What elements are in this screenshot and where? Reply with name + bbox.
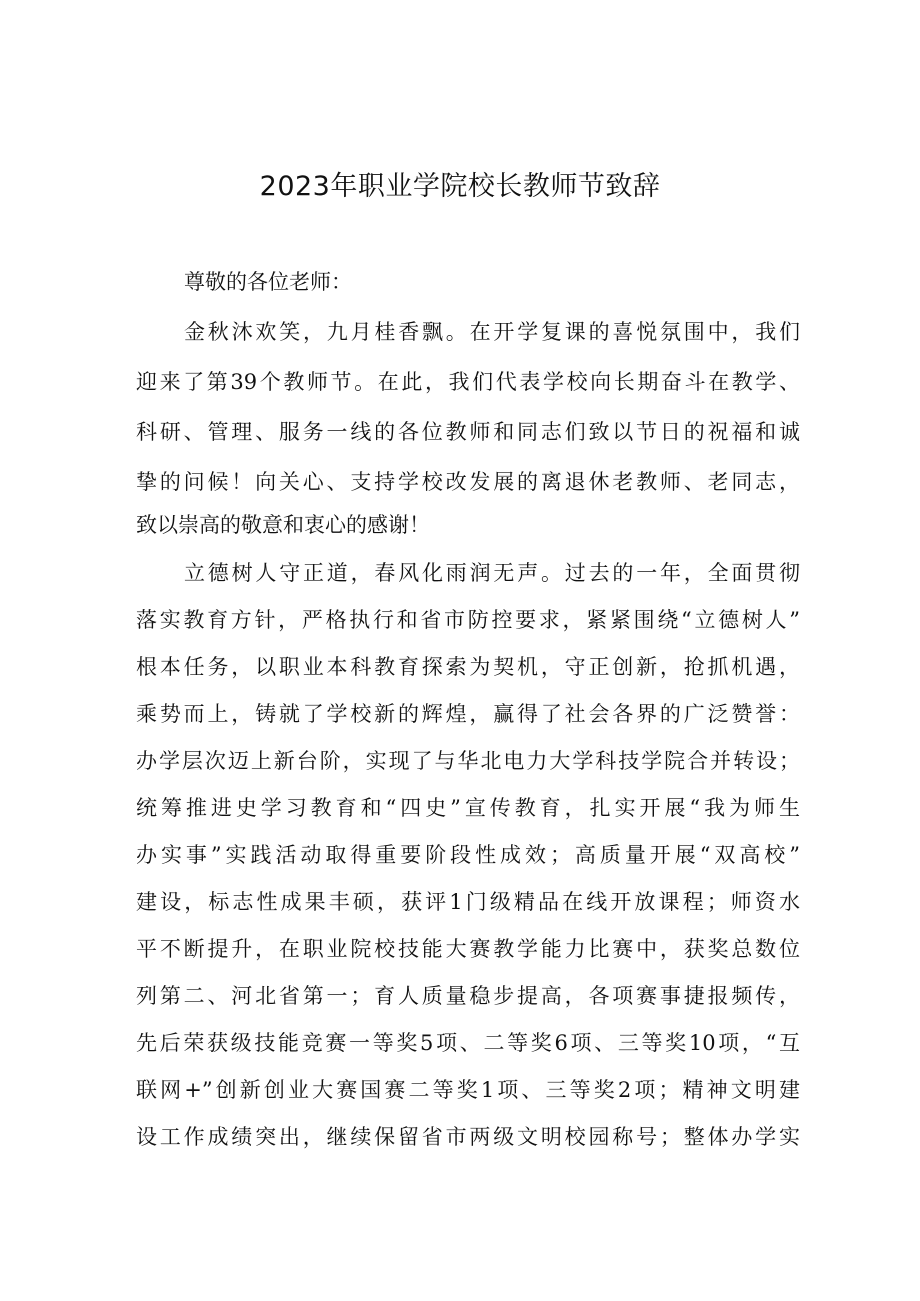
paragraph-1-line: 科研、管理、服务一线的各位教师和同志们致以节日的祝福和诚 (136, 420, 800, 444)
paragraph-2-line: 立德树人守正道，春风化雨润无声。过去的一年，全面贯彻 (184, 561, 800, 585)
paragraph-2-line: 设工作成绩突出，继续保留省市两级文明校园称号；整体办学实 (136, 1125, 800, 1149)
paragraph-2-line: 乘势而上，铸就了学校新的辉煌，赢得了社会各界的广泛赞誉： (136, 702, 800, 726)
paragraph-2-line: 落实教育方针，严格执行和省市防控要求，紧紧围绕“立德树人” (136, 608, 800, 632)
paragraph-2-line: 办实事”实践活动取得重要阶段性成效；高质量开展“双高校” (136, 843, 800, 867)
paragraph-2-line: 建设，标志性成果丰硕，获评1门级精品在线开放课程；师资水 (136, 890, 800, 914)
paragraph-2-line: 先后荣获级技能竞赛一等奖5项、二等奖6项、三等奖10项，“互 (136, 1031, 800, 1055)
paragraph-2-line: 平不断提升，在职业院校技能大赛教学能力比赛中，获奖总数位 (136, 937, 800, 961)
paragraph-2-line: 列第二、河北省第一；育人质量稳步提高，各项赛事捷报频传， (136, 984, 800, 1008)
paragraph-1-line: 金秋沐欢笑，九月桂香飘。在开学复课的喜悦氛围中，我们 (184, 320, 800, 344)
paragraph-2-line: 统筹推进史学习教育和“四史”宣传教育，扎实开展“我为师生 (136, 796, 800, 820)
paragraph-2-line: 联网+”创新创业大赛国赛二等奖1项、三等奖2项；精神文明建 (136, 1078, 800, 1102)
document-title: 2023年职业学院校长教师节致辞 (259, 171, 661, 202)
paragraph-2-line: 根本任务，以职业本科教育探索为契机，守正创新，抢抓机遇， (136, 655, 800, 679)
paragraph-1-line: 挚的问候！向关心、支持学校改发展的离退休老教师、老同志， (136, 470, 800, 494)
paragraph-2-line: 办学层次迈上新台阶，实现了与华北电力大学科技学院合并转设； (136, 749, 800, 773)
paragraph-1-line: 致以崇高的敬意和衷心的感谢！ (136, 513, 430, 537)
paragraph-1-line: 迎来了第39个教师节。在此，我们代表学校向长期奋斗在教学、 (136, 370, 800, 394)
salutation: 尊敬的各位老师： (184, 270, 352, 294)
